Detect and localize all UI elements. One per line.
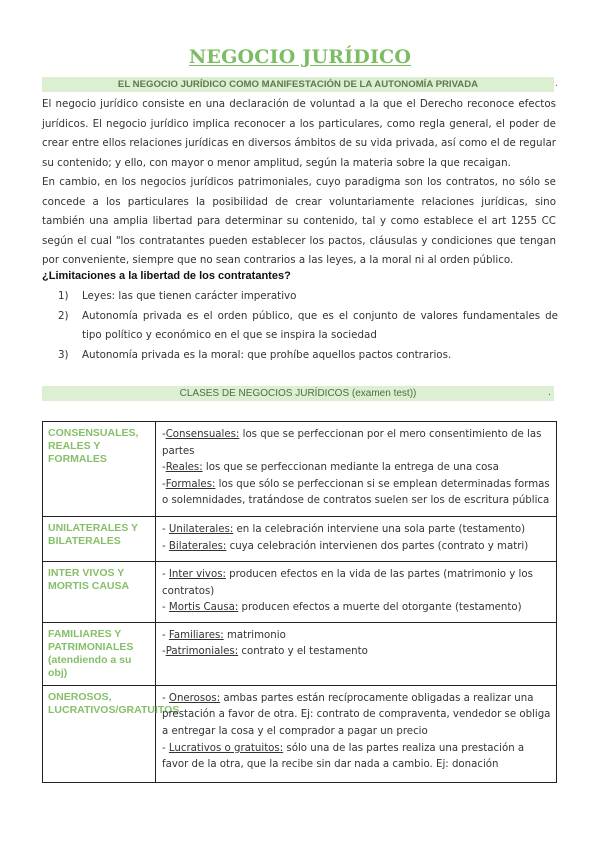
- section-heading-clases: CLASES DE NEGOCIOS JURÍDICOS (examen test)): [179, 388, 417, 399]
- row-line: - Bilaterales: cuya celebración intervienen dos partes (contrato y matri): [162, 540, 529, 552]
- table-row: [43, 622, 557, 685]
- paragraph-definition: El negocio jurídico consiste en una declaración de voluntad a la que el Derecho reconoce efectos jurídicos. El negocio jurídico implica reconocer a los particulares, como regla general, el poder de crear entre ellos relaciones jurídicas en diversos ámbitos de su vida privada, así como el de regular su contenido; y ello, con mayor o menor amplitud, según la materia sobre la que recaigan.: [42, 98, 556, 169]
- table-row: [43, 685, 557, 782]
- row-line: - Mortis Causa: producen efectos a muerte del otorgante (testamento): [162, 602, 522, 614]
- row-line: -Formales: los que sólo se perfeccionan si se emplean determinadas formas o solemnidades, tratándose de contratos suelen ser los de escritura pública: [162, 478, 550, 507]
- section-heading-autonomia: EL NEGOCIO JURÍDICO COMO MANIFESTACIÓN DE LA AUTONOMÍA PRIVADA: [117, 79, 479, 90]
- row-category: INTER VIVOS Y MORTIS CAUSA: [43, 562, 156, 623]
- row-line: -Consensuales: los que se perfeccionan por el mero consentimiento de las partes: [162, 429, 542, 457]
- row-category: ONEROSOS, LUCRATIVOS/GRATUITOS: [43, 685, 156, 782]
- row-description: [156, 562, 557, 623]
- section-heading-trail: .: [548, 388, 551, 398]
- limitations-question: ¿Limitaciones a la libertad de los contratantes?: [42, 270, 291, 282]
- section-heading-trail: .: [555, 79, 558, 89]
- row-category: UNILATERALES Y BILATERALES: [43, 517, 156, 562]
- table-row: [43, 562, 557, 623]
- row-category: FAMILIARES Y PATRIMONIALES (atendiendo a su obj): [43, 622, 156, 685]
- list-text: Autonomía privada es la moral: que prohíbe aquellos pactos contrarios.: [82, 348, 452, 361]
- list-item: [58, 287, 558, 307]
- table-row: [43, 422, 557, 517]
- row-description: [156, 517, 557, 562]
- paragraph-patrimoniales: En cambio, en los negocios jurídicos patrimoniales, cuyo paradigma son los contratos, no sólo se concede a los particulares la posibilidad de crear voluntariamente relaciones jurídicas, sino también una amplia libertad para determinar su contenido, tal y como establece el art 1255 CC según el cual "los contratantes pueden establecer los pactos, cláusulas y condiciones que tengan por conveniente, siempre que no sean contrarios a las leyes, a la moral ni al orden público.: [42, 176, 556, 267]
- row-line: -Patrimoniales: contrato y el testamento: [162, 646, 368, 658]
- list-text: Autonomía privada es el orden público, que es el conjunto de valores fundamentales de tipo político y económico en el que se inspira la sociedad: [82, 309, 558, 342]
- list-item: [58, 346, 558, 366]
- row-description: [156, 685, 557, 782]
- row-line: - Inter vivos: producen efectos en la vida de las partes (matrimonio y los contratos): [162, 569, 533, 597]
- classes-table: [42, 421, 557, 783]
- document-title: NEGOCIO JURÍDICO: [188, 46, 412, 68]
- row-line: - Lucrativos o gratuitos: sólo una de las partes realiza una prestación a favor de la otra, que la recibe sin dar nada a cambio. Ej: donación: [162, 742, 525, 771]
- row-line: - Familiares: matrimonio: [162, 629, 286, 641]
- row-description: [156, 622, 557, 685]
- row-line: - Onerosos: ambas partes están recíprocamente obligadas a realizar una prestación a favor de otra. Ej: contrato de compraventa, vendedor se obliga a entregar la cosa y el comprador a pagar un precio: [162, 692, 551, 737]
- list-number: 2): [58, 309, 69, 322]
- list-number: 3): [58, 348, 69, 361]
- list-text: Leyes: las que tienen carácter imperativo: [82, 290, 297, 302]
- list-number: 1): [58, 290, 69, 302]
- limitations-list: [58, 287, 558, 365]
- row-line: - Unilaterales: en la celebración interviene una sola parte (testamento): [162, 524, 526, 535]
- row-line: -Reales: los que se perfeccionan mediante la entrega de una cosa: [162, 462, 499, 474]
- list-item: [58, 307, 558, 346]
- row-category: CONSENSUALES, REALES Y FORMALES: [43, 422, 156, 517]
- row-description: [156, 422, 557, 517]
- table-row: [43, 517, 557, 562]
